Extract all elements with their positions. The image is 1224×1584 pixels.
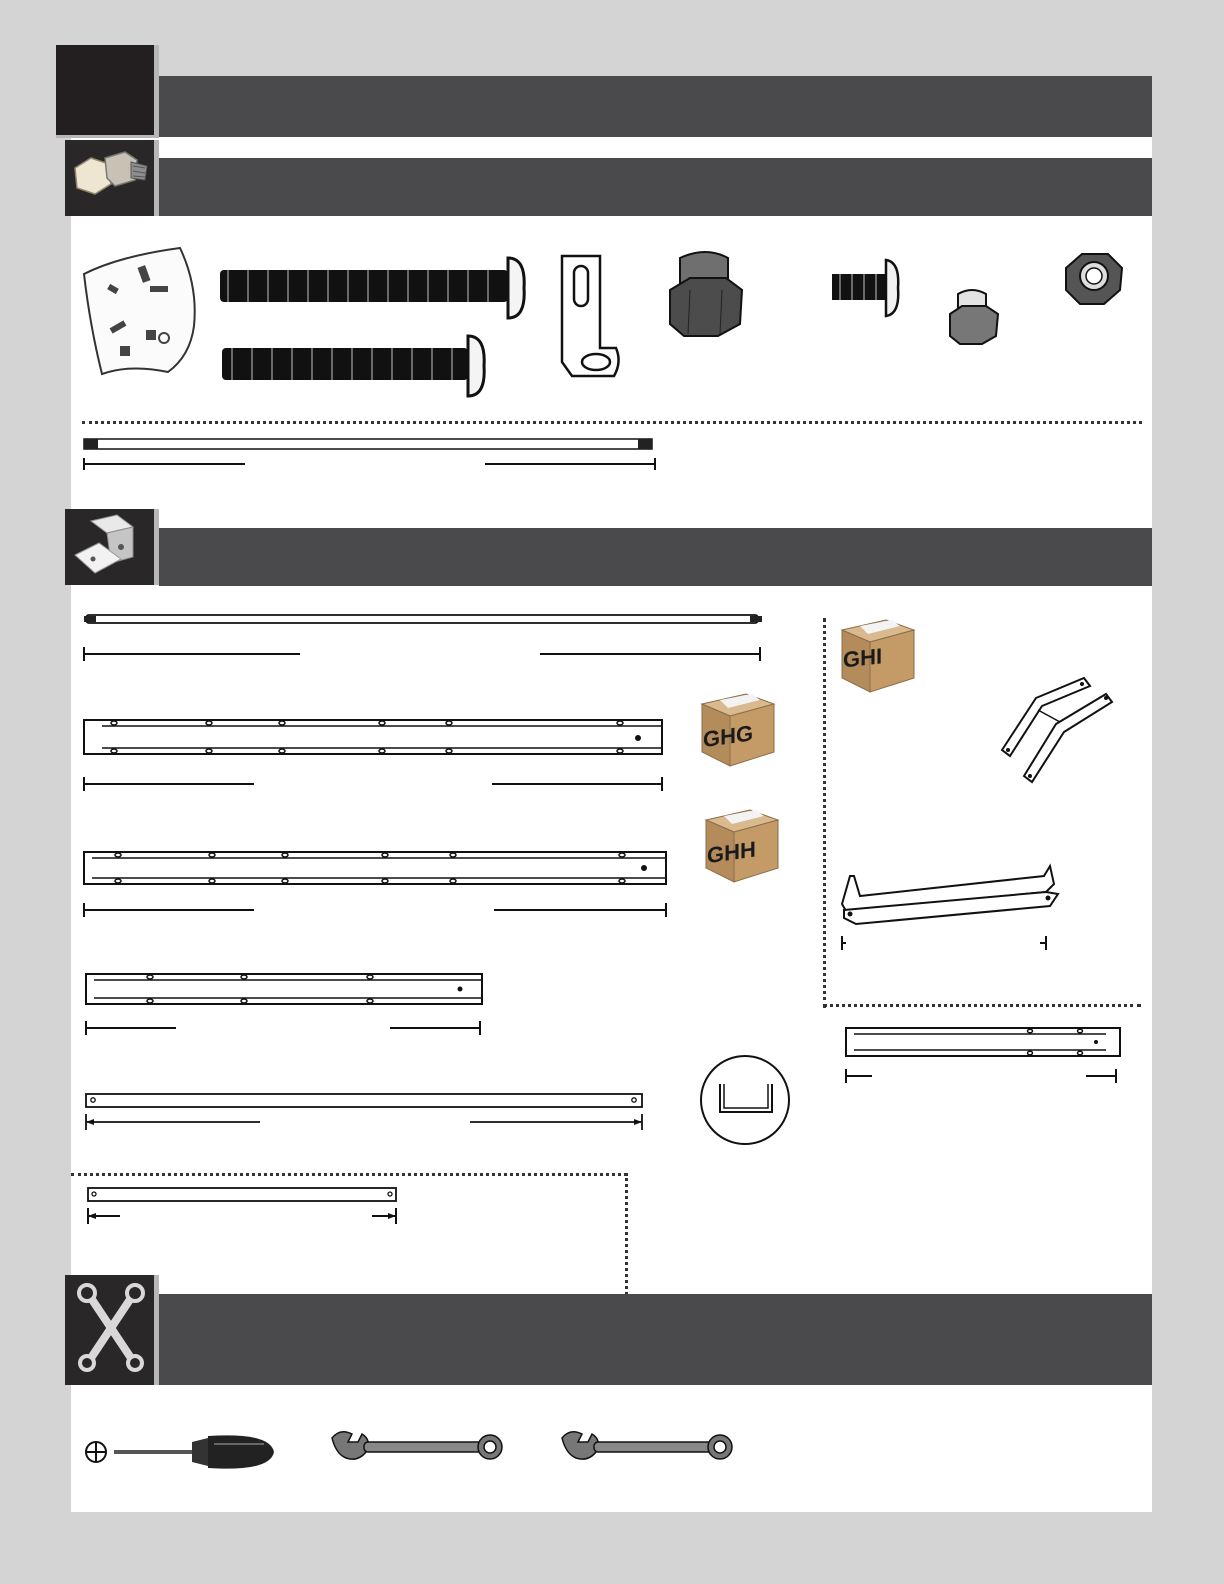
hardware-bag: [80, 246, 200, 376]
box-ghg-icon: [698, 690, 778, 770]
hardware-section-bar: [159, 158, 1152, 216]
page-title-bar: [159, 76, 1152, 137]
box-ghh-icon: [702, 806, 782, 886]
long-rod: [82, 612, 772, 662]
tools-icon-box: [65, 1275, 159, 1385]
box-ghh-label: GHH: [707, 836, 756, 869]
u-clip-detail: [698, 1052, 798, 1152]
step-number-block: [56, 45, 159, 138]
bolt-nut-icon: [69, 144, 149, 210]
angled-channel: [840, 866, 1065, 966]
medium-bolt: [220, 334, 490, 398]
divider-dotted: [82, 421, 1142, 424]
combination-wrench-2-icon: [560, 1428, 740, 1468]
parts-icon-box: [65, 509, 159, 585]
cap-nut-small: [946, 288, 1006, 348]
bracket-icon: [71, 515, 151, 579]
angle-bracket: [556, 250, 626, 380]
channel-rail-ghh: [82, 850, 682, 940]
box-ghi-icon: [838, 616, 918, 696]
divider-dotted-vertical-right: [823, 618, 826, 1008]
bent-brace-pair: [1000, 676, 1130, 786]
short-channel-right: [844, 1026, 1134, 1096]
threaded-rod: [82, 436, 662, 486]
box-ghg-label: GHG: [703, 720, 754, 753]
cap-nut-large: [666, 250, 756, 340]
flat-bar-long: [84, 1092, 654, 1142]
divider-dotted-vertical-bottom: [625, 1173, 628, 1295]
tools-section-bar: [159, 1294, 1152, 1385]
short-channel-rail: [84, 972, 494, 1052]
divider-dotted-bottom-left: [71, 1173, 627, 1176]
crossed-wrenches-icon: [75, 1283, 147, 1373]
parts-section-bar: [159, 528, 1152, 586]
long-bolt: [218, 256, 528, 320]
divider-dotted-right: [823, 1004, 1141, 1007]
lock-nut: [1060, 248, 1130, 308]
channel-rail-ghg: [82, 718, 682, 808]
hardware-icon-box: [65, 140, 159, 216]
phillips-screwdriver-icon: [84, 1430, 284, 1474]
combination-wrench-1-icon: [330, 1428, 510, 1468]
small-screw: [830, 258, 910, 318]
flat-bar-short: [86, 1186, 406, 1226]
box-ghi-label: GHI: [843, 643, 883, 673]
